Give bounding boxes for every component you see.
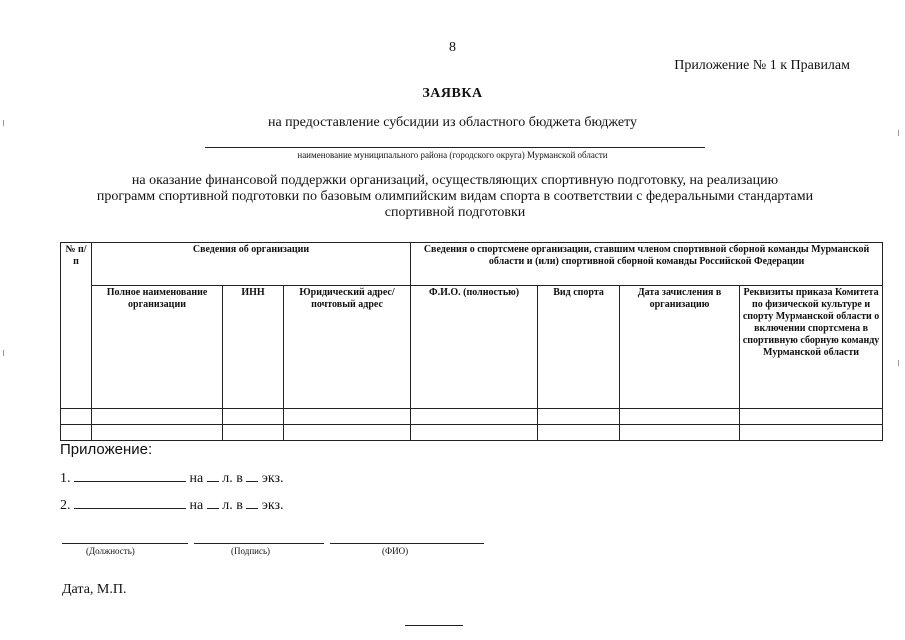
- table-cell[interactable]: [61, 409, 92, 425]
- table-row: [61, 409, 883, 425]
- group-header-organization: Сведения об организации: [92, 243, 411, 286]
- appendix-reference: Приложение № 1 к Правилам: [674, 58, 850, 73]
- table-cell[interactable]: [538, 425, 620, 441]
- name-caption: (ФИО): [382, 546, 409, 556]
- document-subtitle: на предоставление субсидии из областного бюджета бюджету: [267, 115, 638, 130]
- application-table: [60, 242, 883, 441]
- table-cell[interactable]: [740, 409, 883, 425]
- bottom-divider: [405, 625, 463, 626]
- attachment-item: [60, 469, 283, 487]
- scan-speck: [898, 130, 899, 136]
- table-row: [61, 425, 883, 441]
- table-cell[interactable]: [411, 425, 538, 441]
- attachment-number: 1.: [60, 471, 71, 486]
- col-header-sport: Вид спорта: [538, 286, 620, 409]
- scan-speck: [3, 120, 4, 126]
- attachment-sheets-field[interactable]: [207, 496, 219, 509]
- table-cell[interactable]: [740, 425, 883, 441]
- attachment-on-label: на: [189, 471, 204, 486]
- attachment-sheets-label: л. в: [222, 471, 243, 486]
- col-header-order-details: Реквизиты приказа Комитета по физической культуре и спорту Мурманской области о включении спортсмена в спортивную сборную команду Мурманской области: [740, 286, 883, 409]
- col-header-fullname: Ф.И.О. (полностью): [411, 286, 538, 409]
- table-cell[interactable]: [223, 409, 284, 425]
- col-header-org-name: Полное наименование организации: [92, 286, 223, 409]
- document-title: ЗАЯВКА: [422, 86, 483, 101]
- table-cell[interactable]: [284, 409, 411, 425]
- attachment-title-field[interactable]: [74, 469, 186, 482]
- attachment-copies-field[interactable]: [246, 496, 258, 509]
- attachment-item: [60, 496, 283, 514]
- attachment-title-field[interactable]: [74, 496, 186, 509]
- table-cell[interactable]: [92, 425, 223, 441]
- attachment-copies-label: экз.: [261, 471, 284, 486]
- scan-speck: [3, 350, 4, 356]
- attachment-copies-label: экз.: [261, 498, 284, 513]
- table-cell[interactable]: [223, 425, 284, 441]
- attachments-label: Приложение:: [60, 441, 153, 458]
- date-seal-label: Дата, М.П.: [62, 582, 127, 597]
- col-header-number: № п/п: [61, 243, 92, 409]
- purpose-line: программ спортивной подготовки по базовым олимпийским видам спорта в соответствии с федеральными стандартами: [96, 189, 814, 204]
- col-header-enrollment-date: Дата зачисления в организацию: [620, 286, 740, 409]
- signature-caption: (Подпись): [231, 546, 271, 556]
- table-cell[interactable]: [538, 409, 620, 425]
- position-line[interactable]: [62, 543, 188, 544]
- table-cell[interactable]: [620, 425, 740, 441]
- purpose-line: на оказание финансовой поддержки организаций, осуществляющих спортивную подготовку, на реализацию: [131, 173, 779, 188]
- table-cell[interactable]: [92, 409, 223, 425]
- group-header-athlete: Сведения о спортсмене организации, ставшим членом спортивной сборной команды Мурманской области и (или) спортивной сборной команды Российской Федерации: [411, 243, 883, 286]
- table-cell[interactable]: [411, 409, 538, 425]
- purpose-text: [55, 173, 855, 221]
- scan-speck: [898, 360, 899, 366]
- municipality-name-caption: наименование муниципального района (городского округа) Мурманской области: [297, 150, 608, 160]
- col-header-inn: ИНН: [223, 286, 284, 409]
- attachment-number: 2.: [60, 498, 71, 513]
- signature-line[interactable]: [194, 543, 324, 544]
- table-cell[interactable]: [284, 425, 411, 441]
- purpose-line: спортивной подготовки: [384, 205, 526, 220]
- municipality-name-line: [205, 147, 705, 148]
- col-header-address: Юридический адрес/ почтовый адрес: [284, 286, 411, 409]
- attachment-copies-field[interactable]: [246, 469, 258, 482]
- name-line[interactable]: [330, 543, 484, 544]
- position-caption: (Должность): [86, 546, 135, 556]
- attachment-sheets-label: л. в: [222, 498, 243, 513]
- table-cell[interactable]: [620, 409, 740, 425]
- attachment-on-label: на: [189, 498, 204, 513]
- attachment-sheets-field[interactable]: [207, 469, 219, 482]
- table-subheader-row: [61, 286, 883, 409]
- page-number: 8: [449, 40, 456, 55]
- table-cell[interactable]: [61, 425, 92, 441]
- table-header-row: [61, 243, 883, 286]
